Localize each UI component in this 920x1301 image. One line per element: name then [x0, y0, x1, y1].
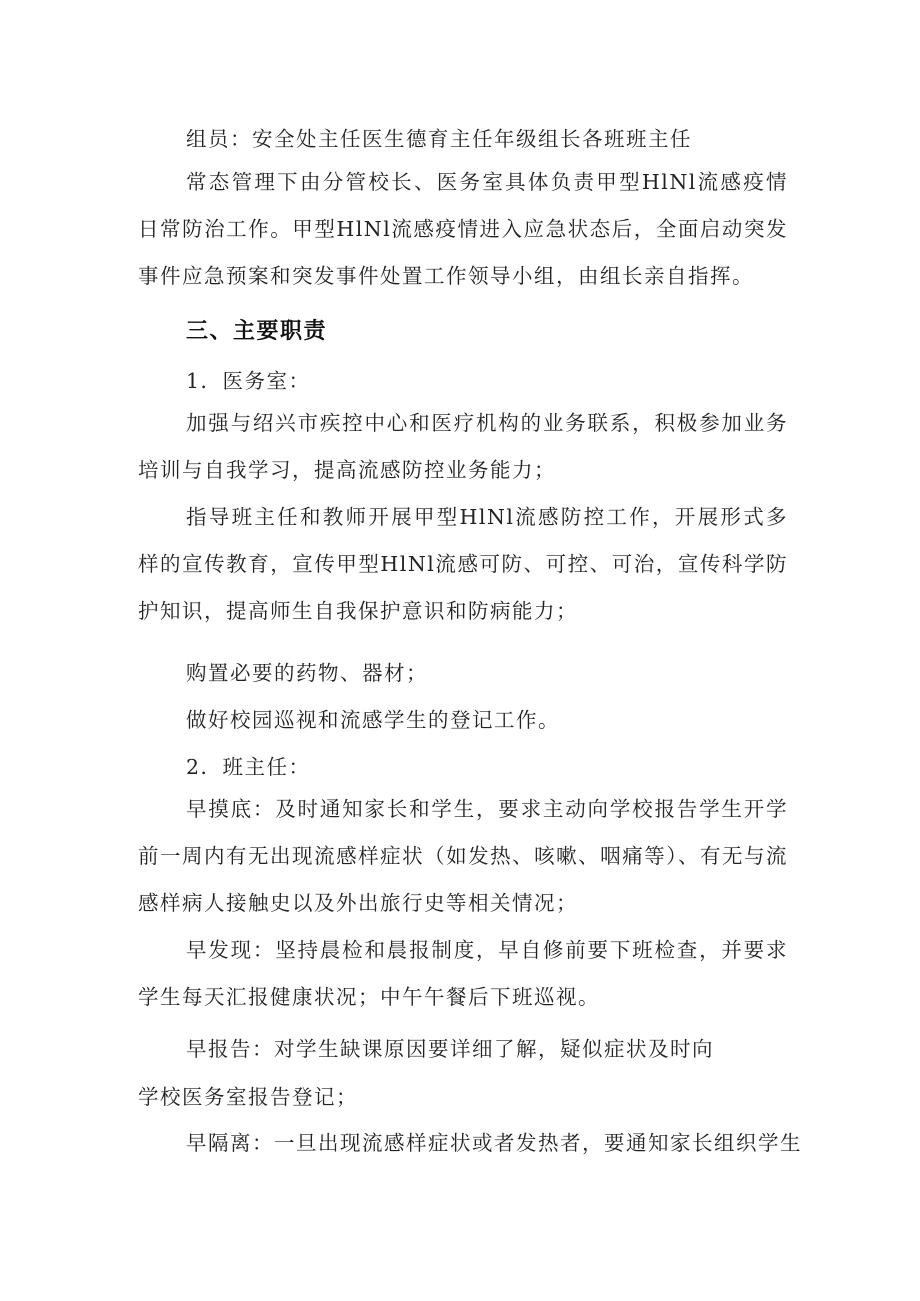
paragraph-clinic-liaison: 加强与绍兴市疾控中心和医疗机构的业务联系，积极参加业务培训与自我学习，提高流感防控业务能力；: [138, 411, 788, 482]
paragraph-early-report-line2: 学校医务室报告登记；: [138, 1085, 358, 1109]
paragraph-clinic-guidance: 指导班主任和教师开展甲型HlNl流感防控工作，开展形式多样的宣传教育，宣传甲型HlNl流感可防、可控、可治，宣传科学防护知识，提高师生自我保护意识和防病能力；: [138, 505, 788, 623]
section-heading-main-duties: 三、主要职责: [186, 319, 328, 344]
item-title-clinic: 1．医务室：: [186, 369, 311, 393]
paragraph-members: 组员：安全处主任医生德育主任年级组长各班班主任: [186, 127, 692, 151]
paragraph-clinic-patrol: 做好校园巡视和流感学生的登记工作。: [186, 708, 560, 732]
paragraph-early-survey: 早摸底：及时通知家长和学生，要求主动向学校报告学生开学前一周内有无出现流感样症状（如发热、咳嗽、咽痛等）、有无与流感样病人接触史以及外出旅行史等相关情况；: [138, 797, 788, 915]
paragraph-early-detection: 早发现：坚持晨检和晨报制度，早自修前要下班检查，并要求学生每天汇报健康状况；中午午餐后下班巡视。: [138, 938, 788, 1009]
paragraph-early-report-line1: 早报告：对学生缺课原因要详细了解，疑似症状及时向: [186, 1037, 714, 1061]
item-title-class-teacher: 2．班主任：: [186, 755, 311, 779]
paragraph-early-isolation: 早隔离：一旦出现流感样症状或者发热者，要通知家长组织学生: [186, 1131, 802, 1155]
paragraph-clinic-purchase: 购置必要的药物、器材；: [186, 661, 428, 685]
paragraph-routine-management: 常态管理下由分管校长、医务室具体负责甲型HlNl流感疫情日常防治工作。甲型HlNl流感疫情进入应急状态后，全面启动突发事件应急预案和突发事件处置工作领导小组，由组长亲自指挥。: [138, 170, 788, 288]
